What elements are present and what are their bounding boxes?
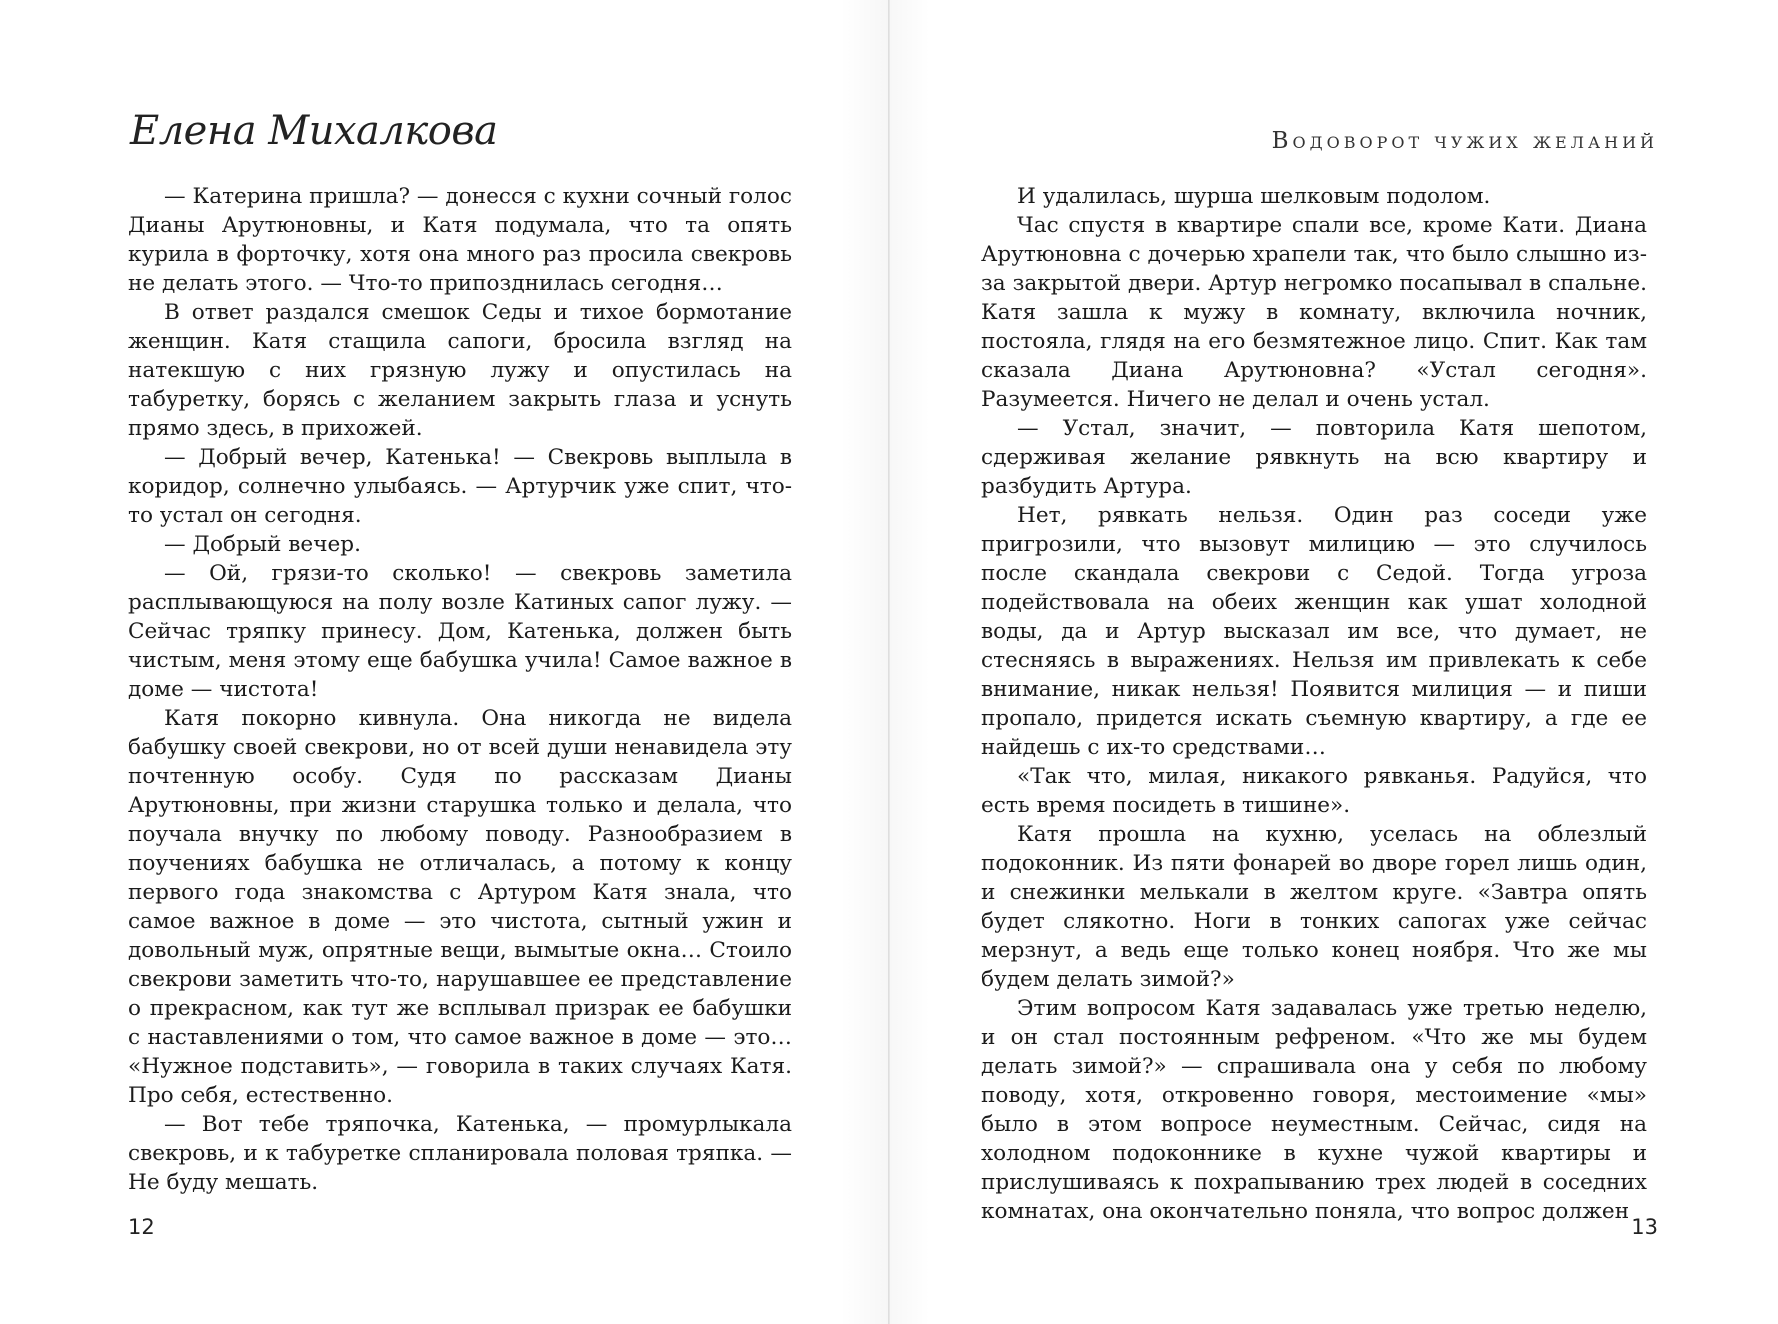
paragraph: Этим вопросом Катя задавалась уже третью неделю, и он стал постоянным рефреном. «Что же мы будем делать зимой?» — спрашивала она у себя по любому поводу, хотя, откровенно говоря, местоимение «мы» было в этом вопросе неуместным. Сейчас, сидя на холодном подоконнике в кухне чужой квартиры и прислушиваясь к похрапыванию трех людей в соседних комнатах, она окончательно поняла, что вопрос должен — [981, 996, 1647, 1224]
gutter-shadow-left — [840, 0, 888, 1324]
paragraph: — Ой, грязи-то сколько! — свекровь заметила расплывающуюся на полу возле Катиных сапог лужу. — Сейчас тряпку принесу. Дом, Катенька, должен быть чистым, меня этому еще бабушка учила! Самое важное в доме — чистота! — [128, 561, 792, 702]
paragraph: — Добрый вечер, Катенька! — Свекровь выплыла в коридор, солнечно улыбаясь. — Артурчик уже спит, что-то устал он сегодня. — [128, 445, 792, 528]
paragraph: «Так что, милая, никакого рявканья. Радуйся, что есть время посидеть в тишине». — [981, 764, 1647, 818]
paragraph: — Вот тебе тряпочка, Катенька, — промурлыкала свекровь, и к табуретке спланировала половая тряпка. — Не буду мешать. — [128, 1112, 792, 1195]
author-header: Елена Михалкова — [130, 108, 498, 154]
left-page-text — [128, 182, 792, 1197]
paragraph: Нет, рявкать нельзя. Один раз соседи уже пригрозили, что вызовут милицию — это случилось после скандала свекрови с Седой. Тогда угроза подействовала на обеих женщин как ушат холодной воды, да и Артур высказал им все, что думает, не стесняясь в выражениях. Нельзя им привлекать к себе внимание, никак нельзя! Появится милиция — и пиши пропало, придется искать съемную квартиру, а где ее найдешь с их-то средствами… — [981, 503, 1647, 760]
paragraph: — Катерина пришла? — донесся с кухни сочный голос Дианы Арутюновны, и Катя подумала, что та опять курила в форточку, хотя она много раз просила свекровь не делать этого. — Что-то припозднилась сегодня… — [128, 184, 792, 296]
page-number-left: 12 — [128, 1215, 155, 1239]
paragraph: Час спустя в квартире спали все, кроме Кати. Диана Арутюновна с дочерью храпели так, что было слышно из-за закрытой двери. Артур негромко посапывал в спальне. Катя зашла к мужу в комнату, включила ночник, постояла, глядя на его безмятежное лицо. Спит. Как там сказала Диана Арутюновна? «Устал сегодня». Разумеется. Ничего не делал и очень устал. — [981, 213, 1647, 412]
paragraph: Катя прошла на кухню, уселась на облезлый подоконник. Из пяти фонарей во дворе горел лишь один, и снежинки мелькали в желтом круге. «Завтра опять будет слякотно. Ноги в тонких сапогах уже сейчас мерзнут, а ведь еще только конец ноября. Что же мы будем делать зимой?» — [981, 822, 1647, 992]
right-page-text — [981, 182, 1647, 1226]
paragraph: — Добрый вечер. — [164, 532, 361, 557]
paragraph: Катя покорно кивнула. Она никогда не видела бабушку своей свекрови, но от всей души ненавидела эту почтенную особу. Судя по рассказам Дианы Арутюновны, при жизни старушка только и делала, что поучала внучку по любому поводу. Разнообразием в поучениях бабушка не отличалась, а потому к концу первого года знакомства с Артуром Катя знала, что самое важное в доме — это чистота, сытный ужин и довольный муж, опрятные вещи, вымытые окна… Стоило свекрови заметить что-то, нарушавшее ее представление о прекрасном, как тут же всплывал призрак ее бабушки с наставлениями о том, что самое важное в доме — это… «Нужное подставить», — говорила в таких случаях Катя. Про себя, естественно. — [128, 706, 792, 1108]
book-title-header: Водоворот чужих желаний — [1271, 128, 1658, 154]
paragraph: И удалилась, шурша шелковым подолом. — [1017, 184, 1491, 209]
paragraph: — Устал, значит, — повторила Катя шепотом, сдерживая желание рявкнуть на всю квартиру и разбудить Артура. — [981, 416, 1647, 499]
page-number-right: 13 — [1631, 1215, 1658, 1239]
right-page — [889, 0, 1778, 1324]
paragraph: В ответ раздался смешок Седы и тихое бормотание женщин. Катя стащила сапоги, бросила взгляд на натекшую с них грязную лужу и опустилась на табуретку, борясь с желанием закрыть глаза и уснуть прямо здесь, в прихожей. — [128, 300, 792, 441]
